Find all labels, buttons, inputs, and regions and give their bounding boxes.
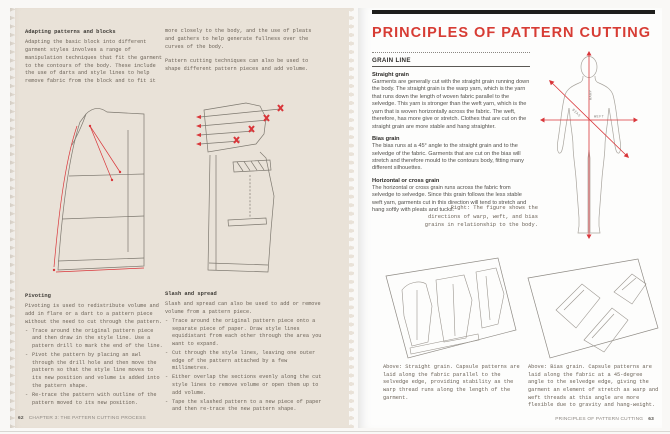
slash-bullet: - Trace around the original pattern piece onto a separate piece of paper. Draw style lines equidistant from each other through the area you want to expand. bbox=[165, 318, 322, 349]
right-page-footer bbox=[555, 417, 654, 422]
slash-intro: Slash and spread can also be used to add or remove volume from a pattern piece. bbox=[165, 301, 321, 315]
grain-lines bbox=[542, 53, 636, 237]
intro-column-2 bbox=[165, 28, 317, 74]
grain-line-column bbox=[372, 52, 530, 215]
intro-column-1 bbox=[25, 28, 165, 86]
pivoting-section bbox=[25, 292, 165, 407]
slash-cut-marks bbox=[234, 105, 283, 143]
left-page-footer bbox=[18, 416, 146, 421]
left-page-number: 62 bbox=[18, 416, 24, 421]
pivot-diagram bbox=[58, 108, 144, 270]
pivoting-bullet: - Pivot the pattern by placing an awl through the drill hole and then move the pattern so that the style line moves to its new position and volume is added into the pattern shape. bbox=[25, 352, 165, 391]
page-title: PRINCIPLES OF PATTERN CUTTING bbox=[372, 25, 651, 41]
intro-paragraph: more closely to the body, and the use of pleats and gathers to help generate fullness over the curves of the body. bbox=[165, 28, 312, 50]
warp-label: WARP bbox=[589, 89, 594, 100]
figure-caption: Right: The figure shows the directions of warp, weft, and bias grains in relationship to the body. bbox=[424, 205, 538, 229]
slash-bullet: - Tape the slashed pattern to a new piece of paper and then re-trace the new pattern shape. bbox=[165, 399, 322, 415]
left-page bbox=[10, 8, 354, 428]
straight-grain-body: Garments are generally cut with the straight grain running down the body. The straight grain is the warp yarn, which is the yarn that runs down the length of woven fabric parallel to the selvedge. This yarn is stronger than the weft yarn, which is the yarn that is woven horizontally across the fabric. The weft, therefore, has more give or stretch. Clothes that are cut on the straight grain are more stable and hang straighter. bbox=[372, 79, 530, 130]
deckle-edge-left bbox=[8, 8, 15, 428]
scan-bottom-edge bbox=[0, 431, 670, 432]
straight-grain-label: Straight grain bbox=[372, 72, 409, 78]
right-footer-text: PRINCIPLES OF PATTERN CUTTING bbox=[555, 417, 644, 422]
left-footer-text: CHAPTER 3: THE PATTERN CUTTING PROCESS bbox=[28, 416, 146, 421]
pivoting-bullet: - Trace around the original pattern piece and then draw in the style line. Use a pattern drill to mark the end of the line. bbox=[25, 328, 165, 351]
grain-line-heading: GRAIN LINE bbox=[372, 56, 530, 67]
pivot-diagram-style-lines bbox=[54, 126, 144, 272]
right-page-number: 63 bbox=[648, 417, 654, 422]
deckle-edge-right bbox=[349, 8, 356, 428]
bias-grain-layplan bbox=[526, 254, 660, 362]
pattern-manipulation-diagrams bbox=[28, 100, 346, 294]
bias-grain-caption: Above: Bias grain. Capsule patterns are laid along the fabric at a 45-degree angle to the selvedge edge, giving the garment an element of stretch as warp and weft threads at this angle are more flexible due to gravity and hang-weight. bbox=[528, 364, 659, 409]
dotted-rule bbox=[372, 52, 530, 53]
pivot-points bbox=[53, 125, 121, 271]
bias-grain-label: Bias grain bbox=[372, 136, 400, 143]
slash-arrows bbox=[196, 115, 201, 146]
top-rule-bar bbox=[372, 10, 655, 14]
right-page bbox=[358, 8, 662, 428]
pivoting-bullet: - Re-trace the pattern with outline of the pattern moved to its new position. bbox=[25, 392, 165, 408]
grain-figure-illustration bbox=[536, 50, 642, 242]
intro-paragraph: Adapting the basic block into different garment styles involves a range of manipulation techniques that fit the garment to the contours of the body. These include the use of darts and style lines to help remove fabric from the block and to fit it bbox=[25, 39, 162, 85]
slash-heading: Slash and spread bbox=[165, 291, 217, 297]
pattern-pieces bbox=[402, 268, 504, 354]
bias-label: BIAS bbox=[570, 108, 581, 119]
slash-bullet: - Cut through the style lines, leaving one outer edge of the pattern attached by a few millimetres. bbox=[165, 350, 322, 373]
weft-label: WEFT bbox=[594, 115, 605, 120]
bias-grain-body: The bias runs at a 45° angle to the straight grain and to the selvedge of the fabric. Garments that are cut on the bias will stretch and therefore mould to the contours body, fitting many different silhouettes. bbox=[372, 143, 524, 172]
pivoting-intro: Pivoting is used to redistribute volume and add in flare or a dart to a pattern piece without the need to cut through the pattern. bbox=[25, 303, 162, 325]
slash-bullet: - Either overlap the sections evenly along the cut style lines to remove volume or open them up to add volume. bbox=[165, 374, 322, 397]
intro-paragraph: Pattern cutting techniques can also be used to shape different pattern pieces and add volume. bbox=[165, 58, 309, 73]
slash-diagram bbox=[200, 103, 280, 272]
straight-grain-caption: Above: Straight grain. Capsule patterns are laid along the fabric parallel to the selvedge edge, providing stability as the warp thread runs along the length of the garment. bbox=[383, 364, 520, 401]
pivoting-heading: Pivoting bbox=[25, 293, 51, 299]
cross-grain-label: Horizontal or cross grain bbox=[372, 177, 440, 184]
cross-grain-body: The horizontal or cross grain runs across the fabric from selvedge to selvedge. Since this grain follows the less stable weft yarn, garments cut in this direction will tend to stretch and hang softly with pleats and tucks. bbox=[372, 184, 527, 214]
pattern-pieces bbox=[556, 274, 646, 352]
slash-and-spread-section bbox=[165, 290, 322, 414]
intro-heading: Adapting patterns and blocks bbox=[25, 29, 116, 35]
straight-grain-layplan bbox=[382, 254, 520, 362]
